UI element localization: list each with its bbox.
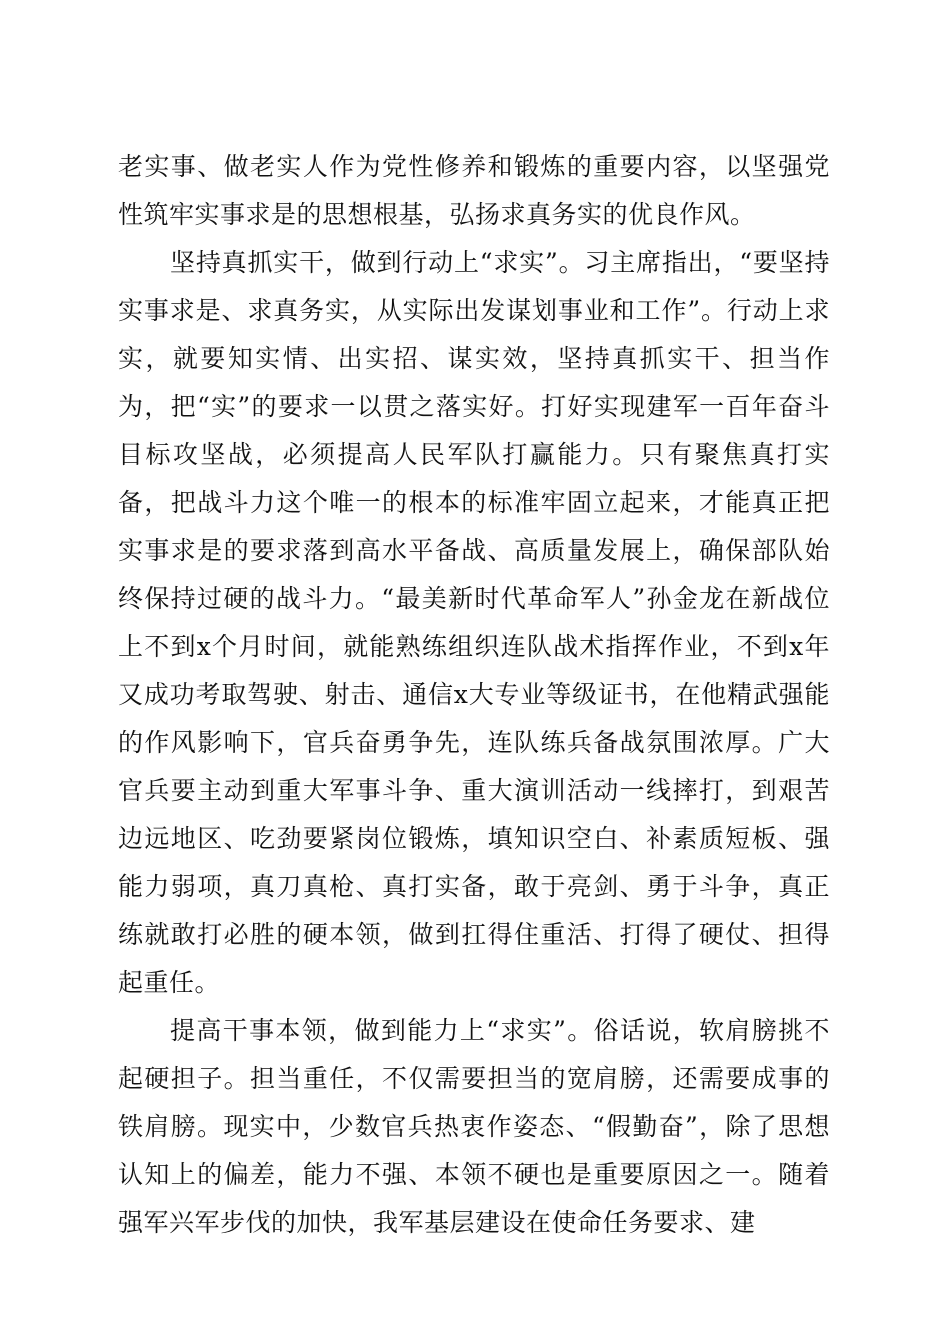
document-body bbox=[118, 143, 830, 1247]
paragraph-continuation: 老实事、做老实人作为党性修养和锻炼的重要内容，以坚强党性筑牢实事求是的思想根基，弘扬求真务实的优良作风。 bbox=[118, 152, 830, 229]
paragraph-action-practical: 坚持真抓实干，做到行动上“求实”。习主席指出，“要坚持实事求是、求真务实，从实际出发谋划事业和工作”。行动上求实，就要知实情、出实招、谋实效，坚持真抓实干、担当作为，把“实”的要求一以贯之落实好。打好实现建军一百年奋斗目标攻坚战，必须提高人民军队打赢能力。只有聚焦真打实备，把战斗力这个唯一的根本的标准牢固立起来，才能真正把实事求是的要求落到高水平备战、高质量发展上，确保部队始终保持过硬的战斗力。“最美新时代革命军人”孙金龙在新战位上不到x个月时间，就能熟练组织连队战术指挥作业，不到x年又成功考取驾驶、射击、通信x大专业等级证书，在他精武强能的作风影响下，官兵奋勇争先，连队练兵备战氛围浓厚。广大官兵要主动到重大军事斗争、重大演训活动一线摔打，到艰苦边远地区、吃劲要紧岗位锻炼，填知识空白、补素质短板、强能力弱项，真刀真枪、真打实备，敢于亮剑、勇于斗争，真正练就敢打必胜的硬本领，做到扛得住重活、打得了硬仗、担得起重任。 bbox=[118, 248, 830, 997]
paragraph-ability-practical: 提高干事本领，做到能力上“求实”。俗话说，软肩膀挑不起硬担子。担当重任，不仅需要担当的宽肩膀，还需要成事的铁肩膀。现实中，少数官兵热衷作姿态、“假勤奋”，除了思想认知上的偏差，能力不强、本领不硬也是重要原因之一。随着强军兴军步伐的加快，我军基层建设在使命任务要求、建 bbox=[118, 1016, 830, 1237]
